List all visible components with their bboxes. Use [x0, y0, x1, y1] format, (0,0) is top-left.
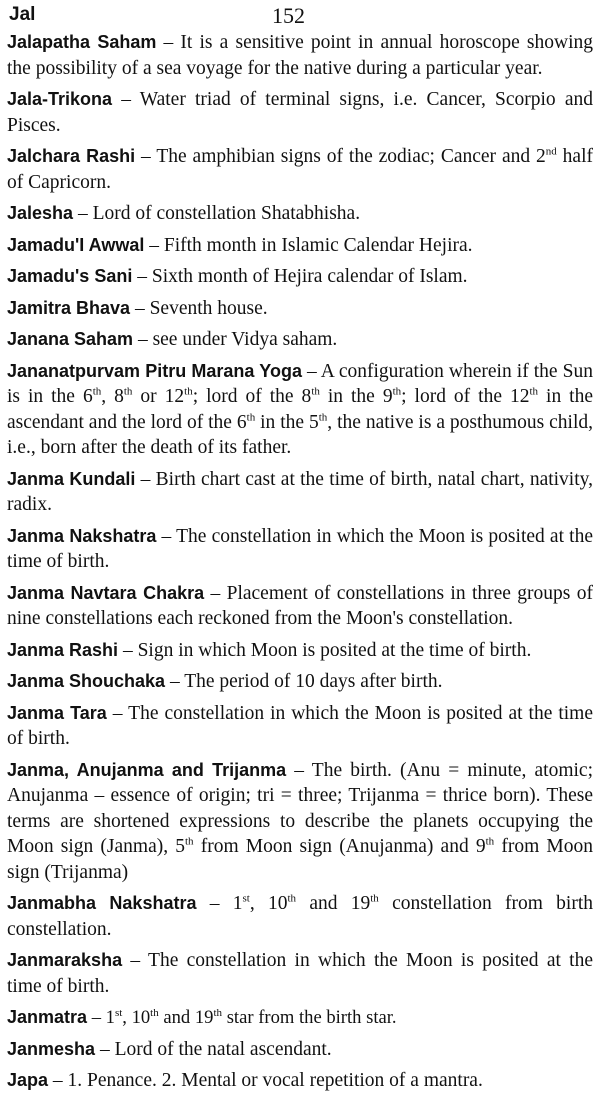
- glossary-entry: [7, 233, 593, 259]
- glossary-entry: [7, 467, 593, 518]
- glossary-entry: [7, 1037, 593, 1063]
- entry-term: Jalapatha Saham: [7, 32, 157, 52]
- entry-term: Janmatra: [7, 1007, 88, 1027]
- entry-definition: – 1. Penance. 2. Mental or vocal repetition of a mantra.: [48, 1070, 483, 1091]
- glossary-entry: [7, 1068, 593, 1094]
- entry-term: Jala-Trikona: [7, 89, 113, 109]
- glossary-entry: [7, 264, 593, 290]
- page-header: [7, 0, 593, 30]
- glossary-entry: [7, 296, 593, 322]
- running-head: Jal: [9, 4, 36, 25]
- entry-definition: – Sign in which Moon is posited at the time of birth.: [118, 639, 532, 661]
- entry-definition: – 1st, 10th and 19th constellation from birth constellation.: [7, 892, 593, 940]
- entry-term: Janma Navtara Chakra: [7, 582, 205, 603]
- glossary-entry: [7, 669, 593, 695]
- page-number: 152: [272, 3, 305, 28]
- entry-term: Japa: [7, 1070, 49, 1090]
- glossary-entry: [7, 701, 593, 752]
- entry-definition: – It is a sensitive point in annual horoscope showing the possibility of a sea voyage for the native during a particular year.: [7, 32, 593, 79]
- entry-definition: – see under Vidya saham.: [133, 329, 338, 350]
- glossary-entry: [7, 327, 593, 353]
- entry-term: Janma Rashi: [7, 639, 119, 660]
- entry-term: Janma Shouchaka: [7, 671, 166, 691]
- glossary-entry: [7, 144, 593, 195]
- entry-definition: – A configuration wherein if the Sun is in the 6th, 8th or 12th; lord of the 8th in the 9th; lord of the 12th in the ascendant and the lord of the 6th in the 5th, the native is a posthumous child, i.e., born after the death of its father.: [7, 360, 594, 458]
- glossary-entry: [7, 30, 593, 81]
- entry-definition: – Lord of the natal ascendant.: [95, 1038, 332, 1060]
- glossary-entry: [7, 87, 593, 138]
- entry-term: Janma Kundali: [7, 468, 136, 489]
- entry-term: Jamadu's Sani: [7, 266, 133, 286]
- entry-term: Jananatpurvam Pitru Marana Yoga: [7, 360, 302, 381]
- entry-definition: – The constellation in which the Moon is posited at the time of birth.: [7, 950, 593, 997]
- entry-term: Janma, Anujanma and Trijanma: [7, 759, 287, 780]
- entry-term: Janma Nakshatra: [7, 525, 157, 546]
- entry-term: Jamadu'I Awwal: [7, 234, 145, 255]
- entry-definition: – Placement of constellations in three groups of nine constellations each reckoned from the Moon's constellation.: [7, 582, 593, 629]
- entry-term: Janmabha Nakshatra: [7, 893, 197, 913]
- entry-definition: – Lord of constellation Shatabhisha.: [73, 203, 361, 224]
- entry-definition: – The birth. (Anu = minute, atomic; Anujanma – essence of origin; tri = three; Trijanma = thrice born). These terms are shortened expressions to describe the planets occupying the Moon sign (Janma), 5th from Moon sign (Anujanma) and 9th from Moon sign (Trijanma): [7, 759, 593, 883]
- glossary-entry: [7, 359, 593, 461]
- glossary-entry: [7, 948, 593, 999]
- entry-term: Jamitra Bhava: [7, 297, 131, 318]
- glossary-entry: [7, 581, 593, 632]
- entry-definition: – The amphibian signs of the zodiac; Cancer and 2nd half of Capricorn.: [7, 145, 594, 193]
- glossary-entry: [7, 1005, 593, 1031]
- entry-definition: – The period of 10 days after birth.: [165, 671, 443, 692]
- glossary-entry: [7, 891, 593, 942]
- entry-definition: – Fifth month in Islamic Calendar Hejira.: [144, 234, 473, 256]
- glossary-entries: [7, 30, 593, 1094]
- entry-term: Janmaraksha: [7, 950, 123, 970]
- entry-term: Jalchara Rashi: [7, 146, 136, 166]
- entry-term: Janana Saham: [7, 329, 134, 349]
- entry-definition: – Seventh house.: [130, 297, 268, 319]
- entry-term: Janma Tara: [7, 702, 107, 723]
- entry-definition: – Sixth month of Hejira calendar of Islam.: [132, 266, 468, 287]
- entry-definition: – 1st, 10th and 19th star from the birth star.: [87, 1006, 397, 1028]
- entry-definition: – Water triad of terminal signs, i.e. Cancer, Scorpio and Pisces.: [7, 89, 593, 136]
- entry-definition: – Birth chart cast at the time of birth, natal chart, nativity, radix.: [7, 468, 594, 515]
- entry-term: Jalesha: [7, 203, 74, 223]
- glossary-entry: [7, 201, 593, 227]
- entry-definition: – The constellation in which the Moon is posited at the time of birth.: [7, 525, 593, 572]
- entry-definition: – The constellation in which the Moon is posited at the time of birth.: [7, 702, 594, 749]
- glossary-entry: [7, 638, 593, 664]
- glossary-entry: [7, 524, 593, 575]
- entry-term: Janmesha: [7, 1038, 96, 1059]
- glossary-entry: [7, 758, 593, 886]
